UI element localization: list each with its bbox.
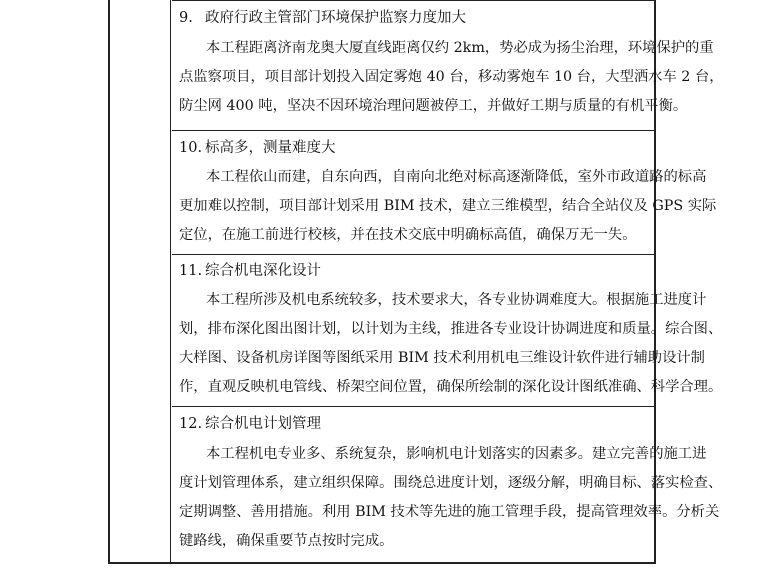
paragraph-line: 定期调整、善用措施。利用 BIM 技术等先进的施工管理手段，提高管理效率。分析关 — [179, 504, 720, 520]
paragraph-line: 本工程机电专业多、系统复杂，影响机电计划落实的因素多。建立完善的施工进 — [206, 446, 707, 462]
section-heading — [179, 134, 336, 162]
section-title: 综合机电深化设计 — [205, 263, 321, 279]
paragraph-line: 键路线，确保重要节点按时完成。 — [179, 533, 394, 549]
table-content-column — [172, 0, 724, 562]
section-title: 综合机电计划管理 — [205, 416, 321, 432]
section-title: 政府行政主管部门环境保护监察力度加大 — [205, 10, 466, 26]
paragraph-line: 本工程依山而建，自东向西，自南向北绝对标高逐渐降低，室外市政道路的标高 — [206, 169, 707, 185]
section-10 — [172, 130, 717, 258]
section-number: 12. — [179, 416, 203, 432]
section-11 — [172, 254, 723, 410]
paragraph-line: 作，直观反映机电管线、桥架空间位置，确保所绘制的深化设计图纸准确、科学合理。 — [179, 379, 723, 395]
section-number: 10. — [179, 140, 203, 156]
document-table — [108, 0, 724, 564]
paragraph-line: 更加难以控制，项目部计划采用 BIM 技术，建立三维模型，结合全站仪及 GPS 实际 — [179, 198, 717, 214]
section-number: 9. — [179, 10, 193, 26]
section-title: 标高多，测量难度大 — [205, 140, 336, 156]
paragraph-line: 防尘网 400 吨，坚决不因环境治理问题被停工，并做好工期与质量的有机平衡。 — [179, 98, 688, 114]
paragraph-line: 度计划管理体系，建立组织保障。围绕总进度计划，逐级分解，明确目标、落实检查、 — [179, 475, 723, 491]
section-number: 11. — [179, 263, 203, 279]
section-heading — [179, 257, 321, 285]
section-12 — [172, 406, 723, 564]
section-heading — [179, 410, 321, 438]
table-left-column-divider — [170, 0, 171, 562]
section-heading — [179, 4, 466, 32]
section-9 — [172, 0, 724, 136]
paragraph-line: 大样图、设备机房详图等图纸采用 BIM 技术利用机电三维设计软件进行辅助设计制 — [179, 350, 705, 366]
paragraph-line: 点监察项目，项目部计划投入固定雾炮 40 台，移动雾炮车 10 台，大型洒水车 2 台， — [179, 69, 724, 85]
paragraph-line: 本工程所涉及机电系统较多，技术要求大，各专业协调难度大。根据施工进度计 — [206, 292, 707, 308]
paragraph-line: 划，排布深化图出图计划，以计划为主线，推进各专业设计协调进度和质量。综合图、 — [179, 321, 723, 337]
paragraph-line: 本工程距离济南龙奥大厦直线距离仅约 2km，势必成为扬尘治理，环境保护的重 — [206, 40, 714, 56]
paragraph-line: 定位，在施工前进行校核，并在技术交底中明确标高值，确保万无一失。 — [179, 227, 637, 243]
